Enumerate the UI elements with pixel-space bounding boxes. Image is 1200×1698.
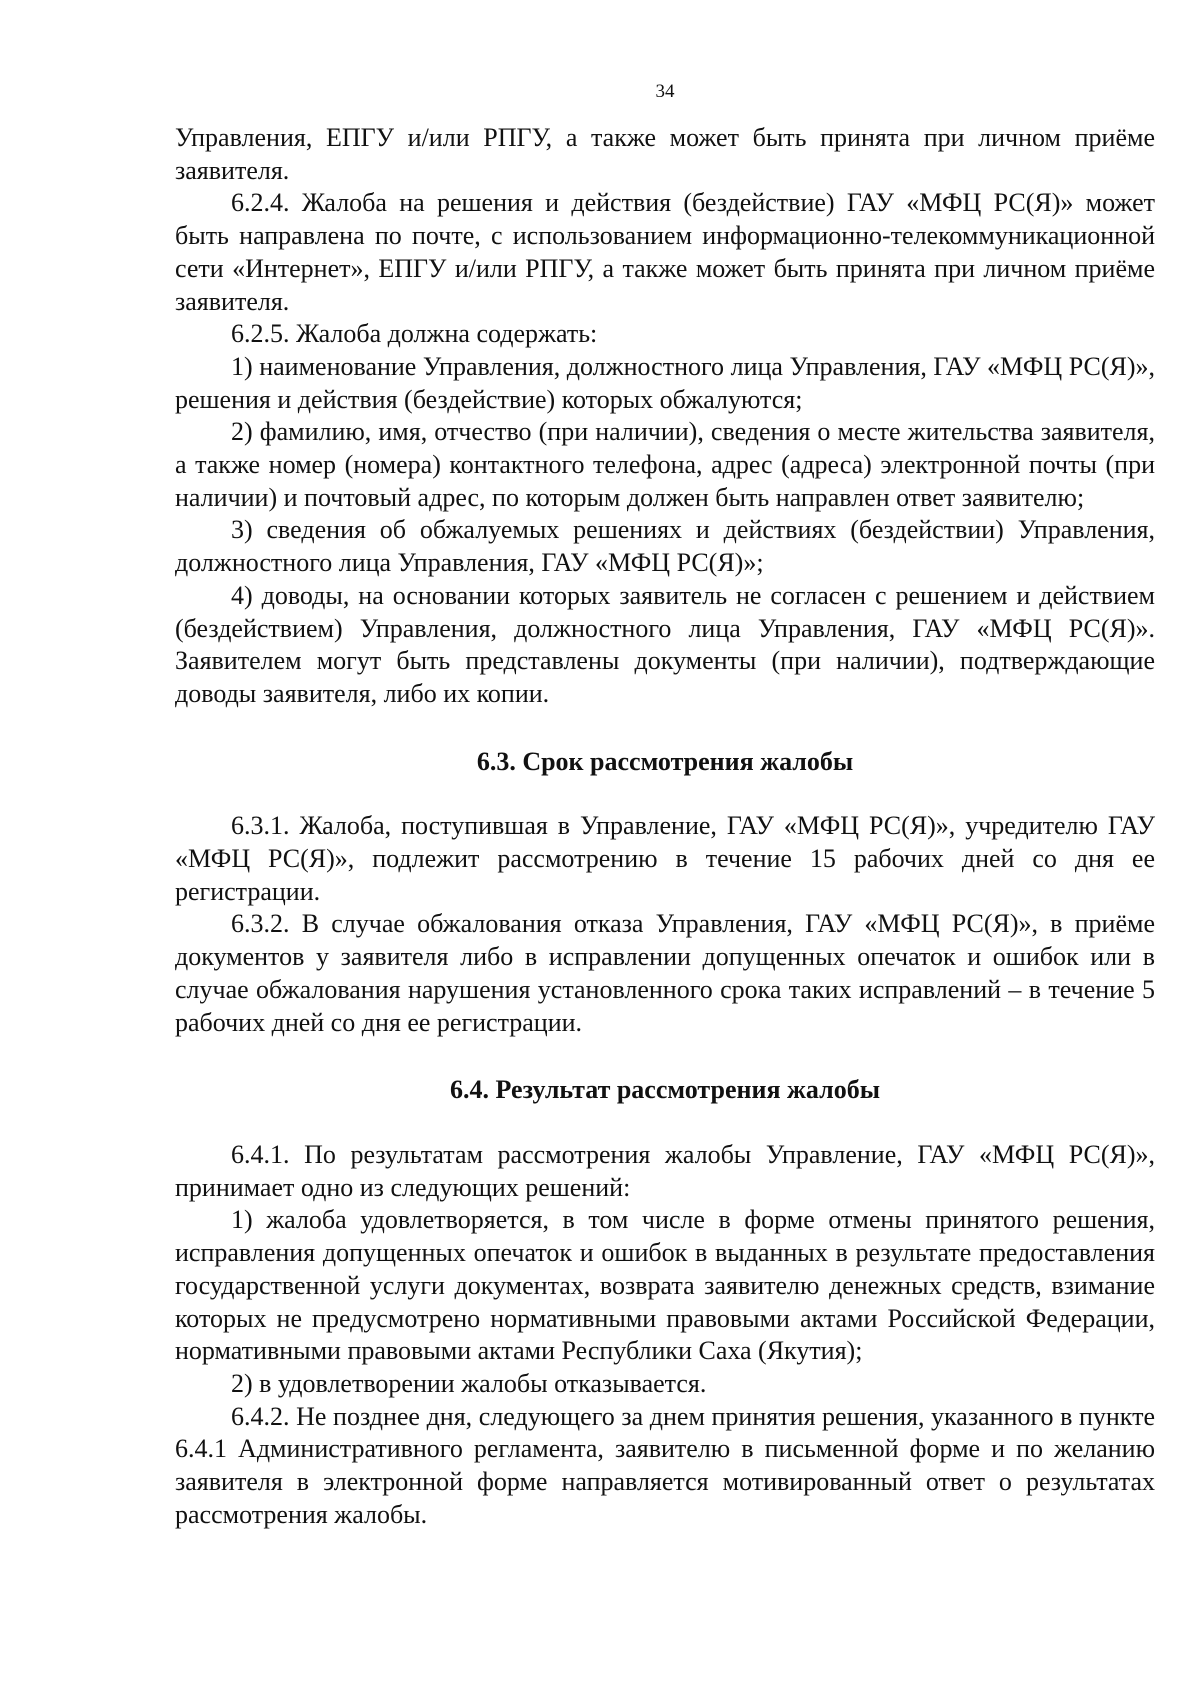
document-body <box>175 122 1155 1531</box>
list-item-4: 4) доводы, на основании которых заявитель не согласен с решением и действием (бездействием) Управления, должностного лица Управления, ГАУ «МФЦ РС(Я)». Заявителем могут быть представлены документы (при наличии), подтверждающие доводы заявителя, либо их копии. <box>175 580 1155 708</box>
section-heading-6-4: 6.4. Результат рассмотрения жалобы <box>449 1075 880 1105</box>
page-number: 34 <box>655 81 675 102</box>
list-item-3: 3) сведения об обжалуемых решениях и действиях (бездействии) Управления, должностного лица Управления, ГАУ «МФЦ РС(Я)»; <box>175 515 1155 578</box>
list-item-1: 1) наименование Управления, должностного лица Управления, ГАУ «МФЦ РС(Я)», решения и действия (бездействие) которых обжалуются; <box>175 351 1155 414</box>
paragraph-continuation: Управления, ЕПГУ и/или РПГУ, а также может быть принята при личном приёме заявителя. <box>175 123 1155 185</box>
paragraph-6-3-2: 6.3.2. В случае обжалования отказа Управления, ГАУ «МФЦ РС(Я)», в приёме документов у заявителя либо в исправлении допущенных опечаток и ошибок или в случае обжалования нарушения установленного срока таких исправлений – в течение 5 рабочих дней со дня ее регистрации. <box>175 909 1155 1037</box>
paragraph-6-4-1: 6.4.1. По результатам рассмотрения жалобы Управление, ГАУ «МФЦ РС(Я)», принимает одно из следующих решений: <box>175 1139 1155 1202</box>
decision-item-2: 2) в удовлетворении жалобы отказывается. <box>231 1368 707 1398</box>
paragraph-6-2-4: 6.2.4. Жалоба на решения и действия (бездействие) ГАУ «МФЦ РС(Я)» может быть направлена по почте, с использованием информационно-телекоммуникационной сети «Интернет», ЕПГУ и/или РПГУ, а также может быть принята при личном приёме заявителя. <box>175 188 1155 316</box>
paragraph-6-2-5: 6.2.5. Жалоба должна содержать: <box>231 319 598 349</box>
section-heading-6-3: 6.3. Срок рассмотрения жалобы <box>476 746 854 776</box>
paragraph-6-4-2: 6.4.2. Не позднее дня, следующего за днем принятия решения, указанного в пункте 6.4.1 Административного регламента, заявителю в письменной форме и по желанию заявителя в электронной форме направляется мотивированный ответ о результатах рассмотрения жалобы. <box>175 1401 1155 1529</box>
paragraph-6-3-1: 6.3.1. Жалоба, поступившая в Управление, ГАУ «МФЦ РС(Я)», учредителю ГАУ «МФЦ РС(Я)», подлежит рассмотрению в течение 15 рабочих дней со дня ее регистрации. <box>175 811 1155 906</box>
decision-item-1: 1) жалоба удовлетворяется, в том числе в форме отмены принятого решения, исправления допущенных опечаток и ошибок в выданных в результате предоставления государственной услуги документах, возврата заявителю денежных средств, взимание которых не предусмотрено нормативными правовыми актами Российской Федерации, нормативными правовыми актами Республики Саха (Якутия); <box>175 1205 1155 1366</box>
list-item-2: 2) фамилию, имя, отчество (при наличии), сведения о месте жительства заявителя, а также номер (номера) контактного телефона, адрес (адреса) электронной почты (при наличии) и почтовый адрес, по которым должен быть направлен ответ заявителю; <box>175 417 1155 512</box>
